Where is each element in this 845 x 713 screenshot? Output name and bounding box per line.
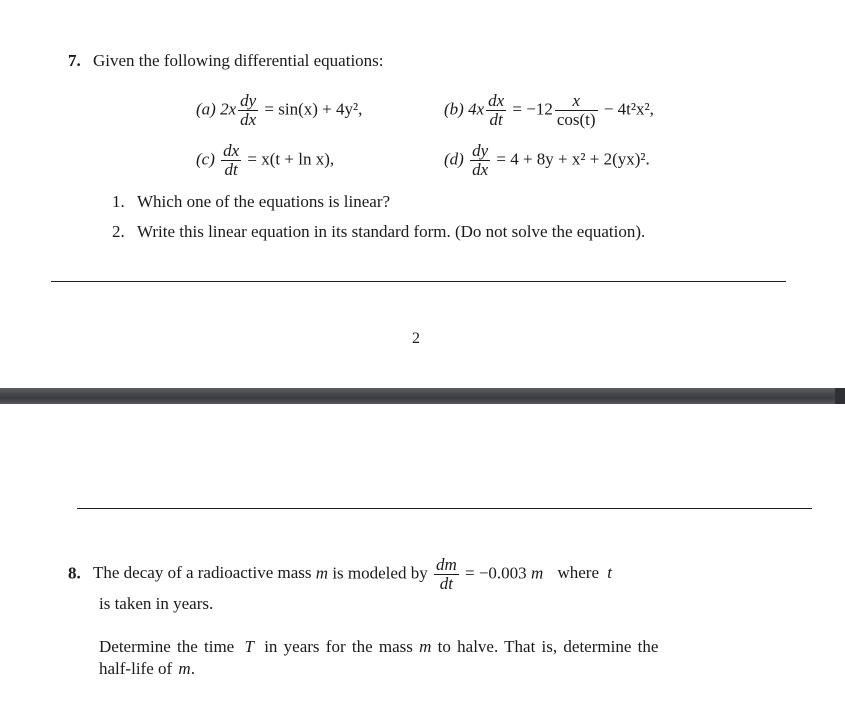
subquestion-1 — [112, 192, 390, 212]
q8-text-mid: is modeled by — [328, 563, 432, 583]
subquestion-1-number: 1. — [112, 192, 125, 211]
eq-b-label: (b) — [444, 99, 464, 119]
eq-d-derivative — [470, 142, 490, 179]
q8-var-T: T — [244, 637, 254, 656]
subquestion-1-text: Which one of the equations is linear? — [137, 192, 391, 211]
eq-a-coef: 2x — [220, 99, 237, 119]
q8-var-m-2: m — [530, 563, 544, 583]
q7-number: 7. — [68, 51, 81, 70]
q8-var-t: t — [607, 563, 612, 583]
eq-a-label: (a) — [196, 99, 216, 119]
q7-heading — [68, 51, 384, 71]
q7-prompt: Given the following differential equations: — [93, 51, 384, 70]
subquestion-2 — [112, 222, 645, 242]
eq-a-num: dy — [240, 91, 257, 110]
eq-c-label: (c) — [196, 149, 215, 169]
equation-d — [444, 142, 650, 179]
equation-a — [196, 92, 362, 129]
eq-b-coef: 4x — [468, 99, 485, 119]
subquestion-2-number: 2. — [112, 222, 125, 241]
q8-where: where — [557, 563, 599, 583]
eq-d-rhs: = 4 + 8y + x² + 2(yx)². — [496, 149, 650, 169]
q8-p2-start: Determine the time — [99, 637, 241, 656]
page-number: 2 — [412, 330, 420, 347]
q8-p2-mid: in years for the mass — [257, 637, 420, 656]
q8-number: 8. — [68, 563, 81, 583]
q8-text-start: The decay of a radioactive mass — [93, 563, 316, 583]
eq-a-den: dx — [240, 109, 257, 129]
q8-var-m-3: m — [419, 637, 432, 656]
page-separator — [0, 388, 845, 404]
eq-a-derivative — [238, 92, 258, 129]
q8-frac-den: dt — [439, 573, 453, 593]
q8-p2-end: to halve. That is, determine the — [431, 637, 659, 656]
equation-c — [196, 142, 334, 179]
q8-p3-start: half-life of — [99, 659, 177, 678]
q8-frac-num: dm — [435, 555, 457, 574]
q8-paragraph-line2 — [99, 659, 195, 679]
eq-b-mid: = −12 — [512, 99, 553, 119]
eq-a-rhs: = sin(x) + 4y², — [264, 99, 363, 119]
answer-divider-top — [51, 281, 786, 282]
q8-line1 — [68, 556, 612, 593]
eq-d-num: dy — [472, 141, 489, 160]
equation-b — [444, 92, 654, 129]
eq-d-label: (d) — [444, 149, 464, 169]
q8-var-m: m — [315, 563, 329, 583]
q8-line2: is taken in years. — [99, 594, 214, 613]
eq-d-den: dx — [472, 159, 489, 179]
eq-b-rhs: − 4t²x², — [603, 99, 654, 119]
q8-derivative — [434, 556, 459, 593]
q8-p3-end: . — [190, 659, 195, 678]
eq-c-den: dt — [224, 159, 238, 179]
eq-c-derivative — [221, 142, 241, 179]
page-divider-bottom — [77, 508, 812, 509]
q8-rhs: = −0.003 — [465, 563, 531, 583]
eq-b-frac-den: cos(t) — [556, 109, 596, 129]
eq-c-num: dx — [223, 141, 240, 160]
eq-b-frac-num: x — [555, 92, 598, 111]
eq-b-derivative — [486, 92, 506, 129]
eq-b-fraction — [555, 92, 598, 129]
eq-b-den: dt — [489, 109, 503, 129]
eq-c-rhs: = x(t + ln x), — [247, 149, 335, 169]
eq-b-num: dx — [488, 91, 505, 110]
q8-paragraph-line1 — [99, 637, 658, 657]
subquestion-2-text: Write this linear equation in its standard form. (Do not solve the equation). — [137, 222, 646, 241]
q8-var-m-4: m — [178, 659, 191, 678]
